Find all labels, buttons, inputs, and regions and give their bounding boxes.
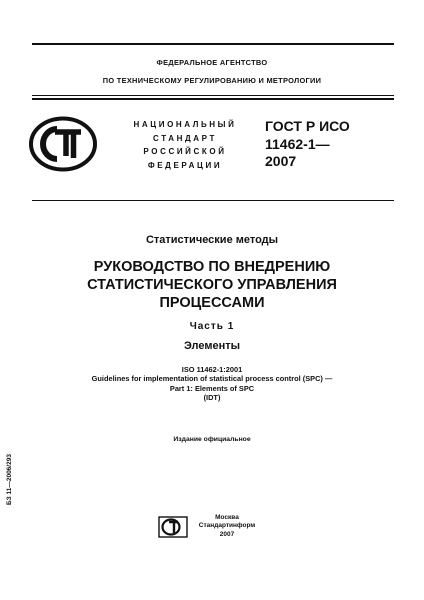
agency-line-2: ПО ТЕХНИЧЕСКОМУ РЕГУЛИРОВАНИЮ И МЕТРОЛОГИИ	[102, 76, 322, 85]
national-line: РОССИЙСКОЙ	[143, 147, 227, 156]
edition-label: Издание официальное	[173, 436, 251, 443]
part-title: Элементы	[183, 340, 241, 352]
designation-line: 11462-1—	[265, 135, 330, 152]
series-title: Статистические методы	[145, 234, 279, 246]
top-rule-thick	[32, 43, 394, 45]
designation-line: 2007	[265, 153, 297, 169]
publisher-line: Москва	[215, 514, 239, 521]
header-rule-thin	[32, 95, 394, 96]
publisher-line: Стандартинформ	[198, 522, 256, 530]
publisher-info	[195, 514, 259, 539]
iso-ref-line: Guidelines for implementation of statistical process control (SPC) —	[91, 374, 333, 384]
part-number: Часть 1	[189, 321, 235, 332]
standard-designation	[265, 118, 350, 171]
national-line: ФЕДЕРАЦИИ	[147, 160, 223, 170]
main-title	[0, 258, 424, 312]
national-line: СТАНДАРТ	[153, 133, 217, 143]
designation-line: ГОСТ Р ИСО	[265, 118, 350, 134]
gost-r-logo-icon	[28, 116, 98, 172]
iso-ref-line: ISO 11462-1:2001	[181, 365, 243, 374]
standartinform-logo-icon	[158, 516, 188, 538]
publisher-line: 2007	[219, 530, 235, 538]
national-standard-label	[115, 118, 255, 172]
header-rule-thick	[32, 98, 394, 100]
main-title-line: РУКОВОДСТВО ПО ВНЕДРЕНИЮ	[93, 259, 331, 275]
iso-ref-line: Part 1: Elements of SPC	[169, 383, 255, 393]
national-line: НАЦИОНАЛЬНЫЙ	[133, 120, 237, 129]
body-rule-thin	[32, 200, 394, 201]
main-title-line: ПРОЦЕССАМИ	[159, 295, 265, 311]
agency-line-1: ФЕДЕРАЛЬНОЕ АГЕНТСТВО	[156, 58, 268, 67]
main-title-line: СТАТИСТИЧЕСКОГО УПРАВЛЕНИЯ	[87, 277, 337, 293]
spine-code: БЗ 11—2006/293	[6, 454, 13, 505]
iso-reference	[0, 365, 424, 403]
iso-ref-line: (IDT)	[203, 393, 221, 403]
